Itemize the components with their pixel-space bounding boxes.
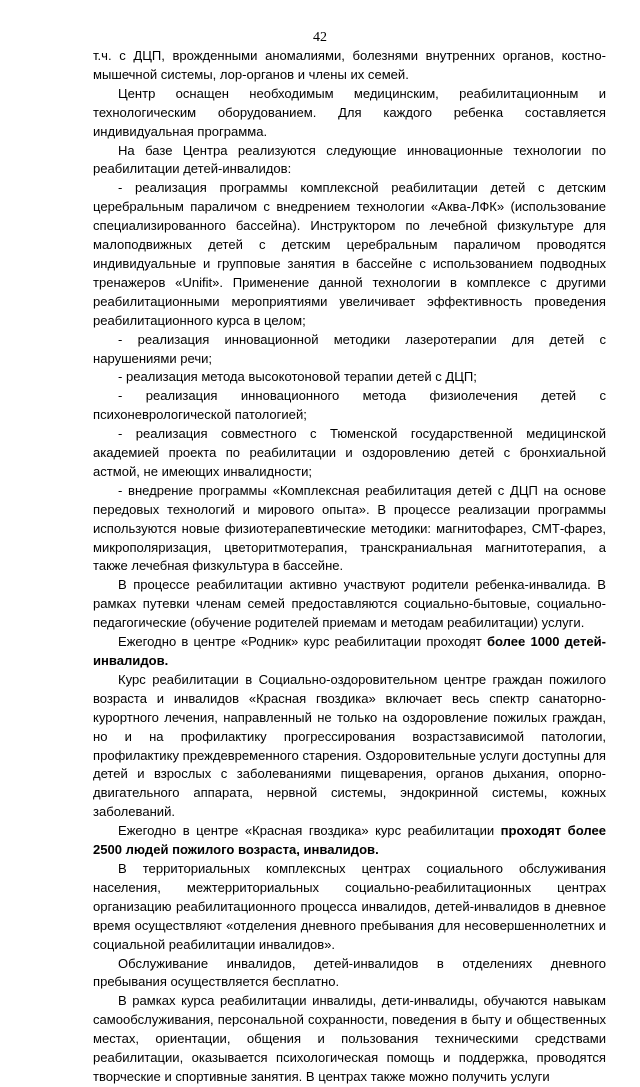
paragraph (93, 482, 606, 577)
text-run: На базе Центра реализуются следующие инновационные технологии по реабилитации детей-инвалидов: (93, 142, 606, 177)
text-run: - внедрение программы «Комплексная реабилитация детей с ДЦП на основе передовых технологий и мирового опыта». В процессе реализации программы используются новые физиотерапевтические методики: магнитофарез, СМТ-фарез, микрополяризация, цветоритмотерапия, транскраниальная магнитотерапия, а также лечебная физкультура в бассейне. (93, 482, 606, 574)
emphasized-text: более 1000 детей-инвалидов. (93, 634, 607, 668)
text-run: Ежегодно в центре «Родник» курс реабилитации проходят (118, 634, 487, 650)
text-run: Обслуживание инвалидов, детей-инвалидов в отделениях дневного пребывания осуществляется бесплатно. (93, 955, 606, 990)
paragraph (93, 331, 606, 369)
paragraph (93, 368, 606, 387)
paragraph (93, 633, 606, 671)
paragraph (93, 955, 606, 993)
paragraph (93, 992, 606, 1087)
paragraph (93, 425, 606, 482)
emphasized-text: проходят более 2500 людей пожилого возраста, инвалидов. (93, 823, 606, 858)
paragraph (93, 179, 606, 330)
text-run: - реализация инновационного метода физиолечения детей с психоневрологической патологией; (93, 388, 606, 423)
text-run: - реализация инновационной методики лазеротерапии для детей с нарушениями речи; (93, 331, 606, 366)
paragraph (93, 822, 606, 860)
paragraph (93, 860, 606, 955)
text-run: Курс реабилитации в Социально-оздоровительном центре граждан пожилого возраста и инвалидов «Красная гвоздика» включает весь спектр санаторно-курортного лечения, направленный не только на оздоровление пожилых граждан, но и на профилактику прогрессирования возрастзависимой патологии, профилактику преждевременного старения. Оздоровительные услуги доступны для детей и взрослых с заболеваниями пищеварения, органов дыхания, опорно-двигательного аппарата, нервной системы, эндокринной системы, кожных заболеваний. (93, 671, 606, 820)
paragraph (93, 142, 606, 180)
text-run: Ежегодно в центре «Красная гвоздика» курс реабилитации (118, 823, 501, 839)
page-number: 42 (313, 30, 327, 45)
paragraph (93, 47, 606, 85)
text-run: Центр оснащен необходимым медицинским, реабилитационным и технологическим оборудованием. Для каждого ребенка составляется индивидуальная программа. (93, 85, 606, 139)
text-run: В рамках курса реабилитации инвалиды, дети-инвалиды, обучаются навыкам самообслуживания, персональной сохранности, поведения в быту и общественных местах, ориентации, общения и пользования техническими средствами реабилитации, оказывается психологическая помощь и поддержка, проводятся творческие и спортивные занятия. В центрах также можно получить услуги (93, 993, 606, 1084)
body-text (93, 47, 606, 1087)
text-run: - реализация совместного с Тюменской государственной медицинской академией проекта по реабилитации и оздоровлению детей с бронхиальной астмой, не имеющих инвалидности; (93, 426, 606, 479)
text-run: т.ч. с ДЦП, врожденными аномалиями, болезнями внутренних органов, костно-мышечной системы, лор-органов и члены их семей. (93, 48, 606, 82)
text-run: - реализация программы комплексной реабилитации детей с детским церебральным параличом с внедрением технологии «Аква-ЛФК» (использование специализированного бассейна). Инструктором по лечебной физкультуре для малоподвижных детей с детским церебральным параличом проводятся индивидуальные и групповые занятия в бассейне с использованием подводных тренажеров «Unifit». Применение данной технологии в комплексе с другими реабилитационными мероприятиями увеличивает эффективность проведения реабилитационного курса в целом; (93, 180, 606, 328)
paragraph (93, 576, 606, 633)
text-run: В процессе реабилитации активно участвуют родители ребенка-инвалида. В рамках путевки членам семей предоставляются социально-бытовые, социально-педагогические (обучение родителей приемам и методам реабилитации) услуги. (93, 577, 606, 631)
paragraph (93, 671, 606, 822)
text-run: В территориальных комплексных центрах социального обслуживания населения, межтерриториальных социально-реабилитационных центрах организацию реабилитационного процесса инвалидов, детей-инвалидов в дневное время осуществляют «отделения дневного пребывания для несовершеннолетних и социальной реабилитации инвалидов». (93, 860, 606, 952)
text-run: - реализация метода высокотоновой терапии детей с ДЦП; (118, 369, 477, 385)
paragraph (93, 387, 606, 425)
paragraph (93, 85, 606, 142)
